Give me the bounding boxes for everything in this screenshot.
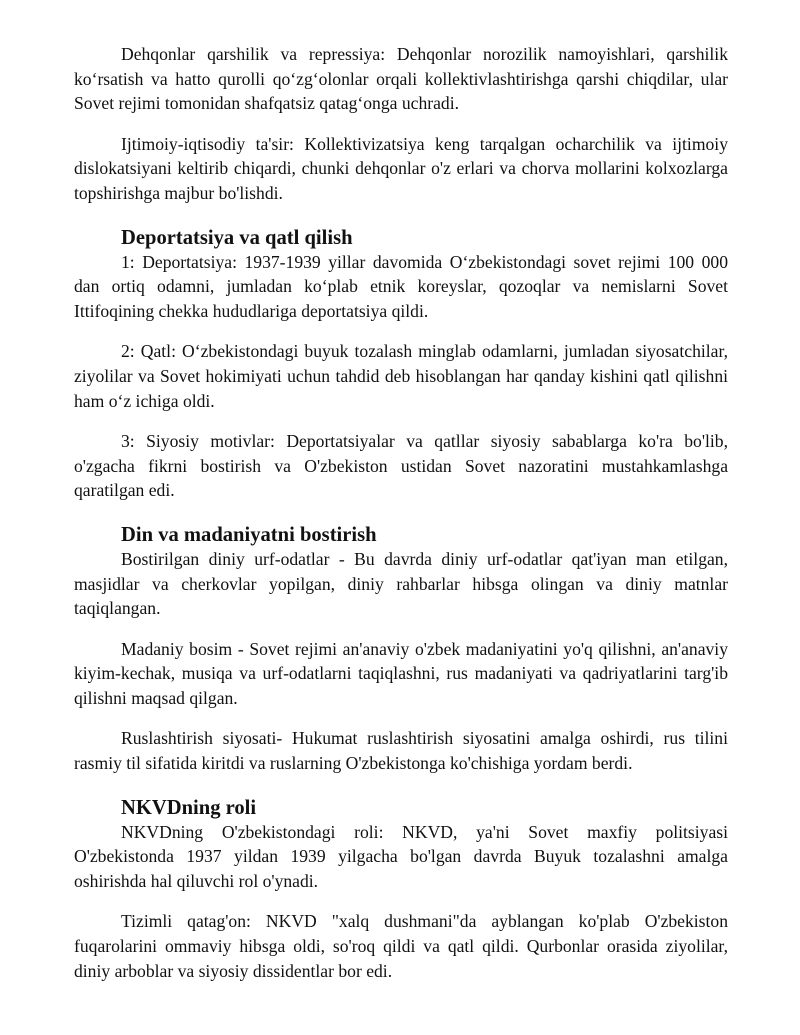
paragraph-socioeconomic-impact: Ijtimoiy-iqtisodiy ta'sir: Kollektivizatsiya keng tarqalgan ocharchilik va ijtimoiy dislokatsiyani keltirib chiqardi, chunki dehqonlar o'z erlari va chorva mollarini kolxozlarga topshirishga majbur bo'lishdi.: [74, 133, 728, 203]
paragraph-systematic-repression: Tizimli qatag'on: NKVD "xalq dushmani"da ayblangan ko'plab O'zbekiston fuqarolarini ommaviy hibsga oldi, so'roq qildi va qatl qildi. Qurbonlar orasida ziyolilar, diniy arboblar va siyosiy dissidentlar bor edi.: [74, 911, 728, 981]
section-heading-nkvd: NKVDning roli: [121, 796, 257, 819]
paragraph-russification: Ruslashtirish siyosati- Hukumat ruslashtirish siyosatini amalga oshirdi, rus tilini rasmiy til sifatida kiritdi va ruslarning O'zbekistonga ko'chishiga yordam berdi.: [74, 728, 728, 774]
paragraph-nkvd-role: NKVDning O'zbekistondagi roli: NKVD, ya'ni Sovet maxfiy politsiyasi O'zbekistonda 1937 yildan 1939 yilgacha bo'lgan davrda Buyuk tozalashni amalga oshirishda hal qiluvchi rol o'ynadi.: [74, 821, 728, 891]
paragraph-execution: 2: Qatl: Oʻzbekistondagi buyuk tozalash minglab odamlarni, jumladan siyosatchilar, ziyolilar va Sovet hokimiyati uchun tahdid deb hisoblangan har qanday kishini qatl qilishni ham oʻz ichiga oldi.: [74, 341, 728, 411]
paragraph-political-motives: 3: Siyosiy motivlar: Deportatsiyalar va qatllar siyosiy sabablarga ko'ra bo'lib, o'zgacha fikrni bostirish va O'zbekiston ustidan Sovet nazoratini mustahkamlashga qaratilgan edi.: [74, 431, 728, 501]
paragraph-deportation: 1: Deportatsiya: 1937-1939 yillar davomida Oʻzbekistondagi sovet rejimi 100 000 dan ortiq odamni, jumladan koʻplab etnik koreyslar, qozoqlar va nemislarni Sovet Ittifoqining chekka hududlariga deportatsiya qildi.: [74, 251, 728, 321]
paragraph-suppressed-religion: Bostirilgan diniy urf-odatlar - Bu davrda diniy urf-odatlar qat'iyan man etilgan, masjidlar va cherkovlar yopilgan, diniy rahbarlar hibsga olingan va diniy matnlar taqiqlangan.: [74, 548, 728, 619]
paragraph-peasant-resistance: Dehqonlar qarshilik va repressiya: Dehqonlar norozilik namoyishlari, qarshilik koʻrsatish va hatto qurolli qoʻzgʻolonlar orqali kollektivlashtirishga qarshi chiqdilar, ular Sovet rejimi tomonidan shafqatsiz qatagʻonga uchradi.: [74, 44, 728, 114]
section-heading-deportation: Deportatsiya va qatl qilish: [121, 226, 353, 249]
paragraph-cultural-pressure: Madaniy bosim - Sovet rejimi an'anaviy o'zbek madaniyatini yo'q qilishni, an'anaviy kiyim-kechak, musiqa va urf-odatlarni taqiqlashni, rus madaniyati va qadriyatlarini targ'ib qilishni maqsad qilgan.: [74, 638, 728, 708]
section-heading-religion-culture: Din va madaniyatni bostirish: [121, 523, 377, 546]
